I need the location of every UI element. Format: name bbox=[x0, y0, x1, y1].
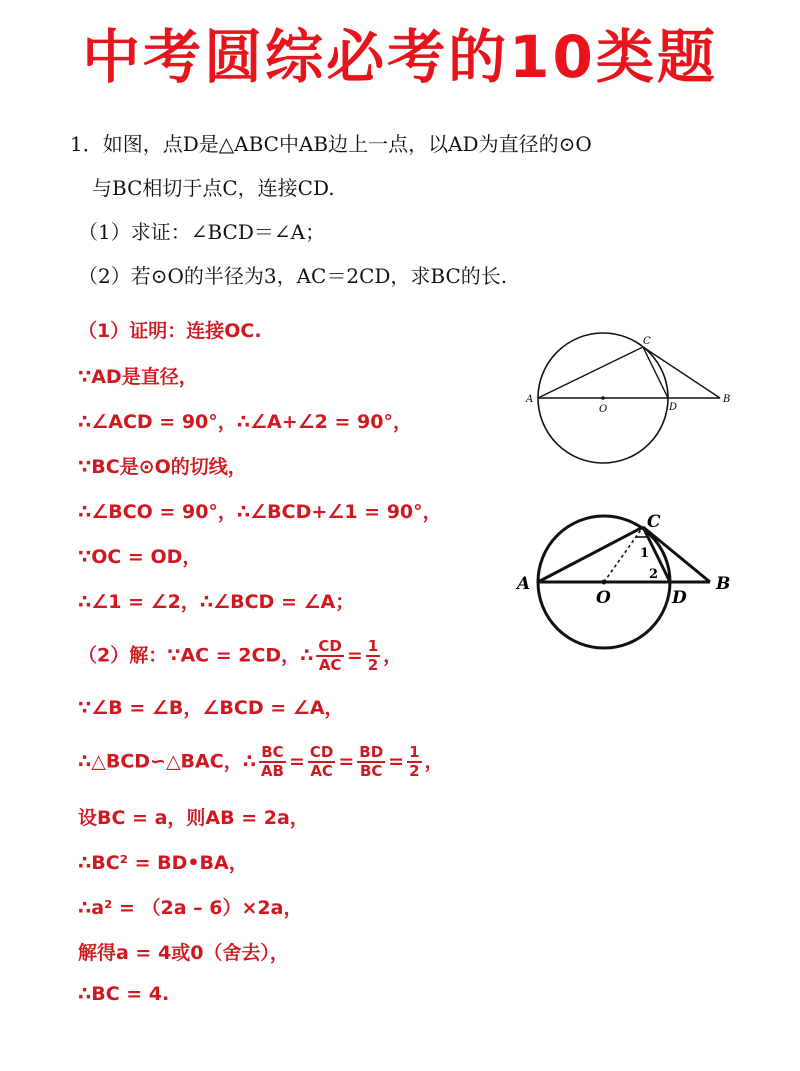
center-point bbox=[601, 396, 605, 400]
solution-line: ∴BC = 4. bbox=[78, 983, 170, 1005]
label-d: D bbox=[669, 402, 678, 413]
segment-oc-dashed bbox=[604, 527, 643, 582]
solution-line: ∴∠ACD = 90°，∴∠A+∠2 = 90°， bbox=[78, 411, 412, 433]
problem-line-2: 与BC相切于点C，连接CD. bbox=[92, 176, 335, 200]
solution-text: ∴△BCD∽△BAC，∴ bbox=[78, 750, 256, 773]
fraction-denominator: AB bbox=[260, 762, 284, 780]
solution-line: （1）证明：连接OC. bbox=[78, 320, 262, 342]
fraction-denominator: AC bbox=[310, 762, 333, 780]
angle-label-1: 1 bbox=[640, 546, 650, 561]
fraction-numerator: 1 bbox=[409, 743, 420, 761]
fraction bbox=[407, 744, 421, 780]
equals-sign: = bbox=[338, 750, 355, 773]
problem-part-1: （1）求证：∠BCD＝∠A； bbox=[78, 220, 326, 244]
angle-label-2: 2 bbox=[649, 567, 659, 582]
solution-line: ∵AD是直径， bbox=[78, 366, 198, 388]
center-point bbox=[602, 580, 607, 585]
solution-line: ∴∠1 = ∠2，∴∠BCD = ∠A； bbox=[78, 591, 355, 613]
label-b: B bbox=[716, 574, 731, 594]
segment-cb bbox=[643, 347, 720, 398]
solution-line: ∴a² = （2a – 6）×2a， bbox=[78, 897, 303, 919]
fraction-denominator: AC bbox=[318, 656, 342, 674]
label-c: C bbox=[647, 512, 661, 532]
page-title: 中考圆综必考的10类题 bbox=[82, 23, 718, 91]
fraction-numerator: BC bbox=[261, 743, 284, 761]
fraction-numerator: BD bbox=[359, 743, 384, 761]
solution-text: （2）解：∵AC = 2CD，∴ bbox=[78, 644, 314, 667]
equals-sign: = bbox=[346, 644, 363, 667]
solution-line: 解得a = 4或0（舍去）， bbox=[78, 942, 289, 964]
geometry-figure-2 bbox=[512, 505, 747, 665]
fraction-numerator: CD bbox=[318, 637, 342, 655]
fraction bbox=[316, 638, 343, 674]
fraction-denominator: 2 bbox=[367, 656, 379, 674]
fraction bbox=[366, 638, 380, 674]
label-b: B bbox=[723, 394, 731, 405]
fraction-denominator: BC bbox=[360, 762, 383, 780]
label-o: O bbox=[596, 588, 611, 608]
geometry-figure-1 bbox=[515, 320, 745, 470]
label-d: D bbox=[672, 588, 687, 608]
label-a: A bbox=[517, 574, 531, 594]
solution-line: ∴∠BCO = 90°，∴∠BCD+∠1 = 90°， bbox=[78, 501, 442, 523]
fraction-numerator: 1 bbox=[367, 637, 379, 655]
solution-line: ∵OC = OD， bbox=[78, 546, 202, 568]
solution-line: ∵BC是⊙O的切线， bbox=[78, 456, 247, 478]
fraction bbox=[259, 744, 286, 780]
solution-text: ， bbox=[383, 644, 403, 667]
solution-line: ∵∠B = ∠B，∠BCD = ∠A， bbox=[78, 697, 344, 719]
fraction-denominator: 2 bbox=[409, 762, 420, 780]
solution-text: ， bbox=[424, 750, 444, 773]
label-a: A bbox=[526, 394, 534, 405]
equals-sign: = bbox=[288, 750, 305, 773]
fraction bbox=[357, 744, 385, 780]
segment-ac bbox=[538, 527, 643, 582]
solution-line: ∴BC² = BD•BA， bbox=[78, 852, 248, 874]
fraction bbox=[308, 744, 335, 780]
fraction-numerator: CD bbox=[309, 743, 334, 761]
equals-sign: = bbox=[388, 750, 405, 773]
problem-line-1: 1．如图，点D是△ABC中AB边上一点，以AD为直径的⊙O bbox=[70, 132, 592, 156]
label-c: C bbox=[643, 336, 651, 347]
solution-line: 设BC = a，则AB = 2a， bbox=[78, 807, 309, 829]
label-o: O bbox=[599, 404, 608, 415]
solution-line-fraction bbox=[78, 638, 402, 674]
solution-line-fraction bbox=[78, 744, 444, 780]
problem-part-2: （2）若⊙O的半径为3，AC＝2CD，求BC的长. bbox=[78, 264, 508, 288]
